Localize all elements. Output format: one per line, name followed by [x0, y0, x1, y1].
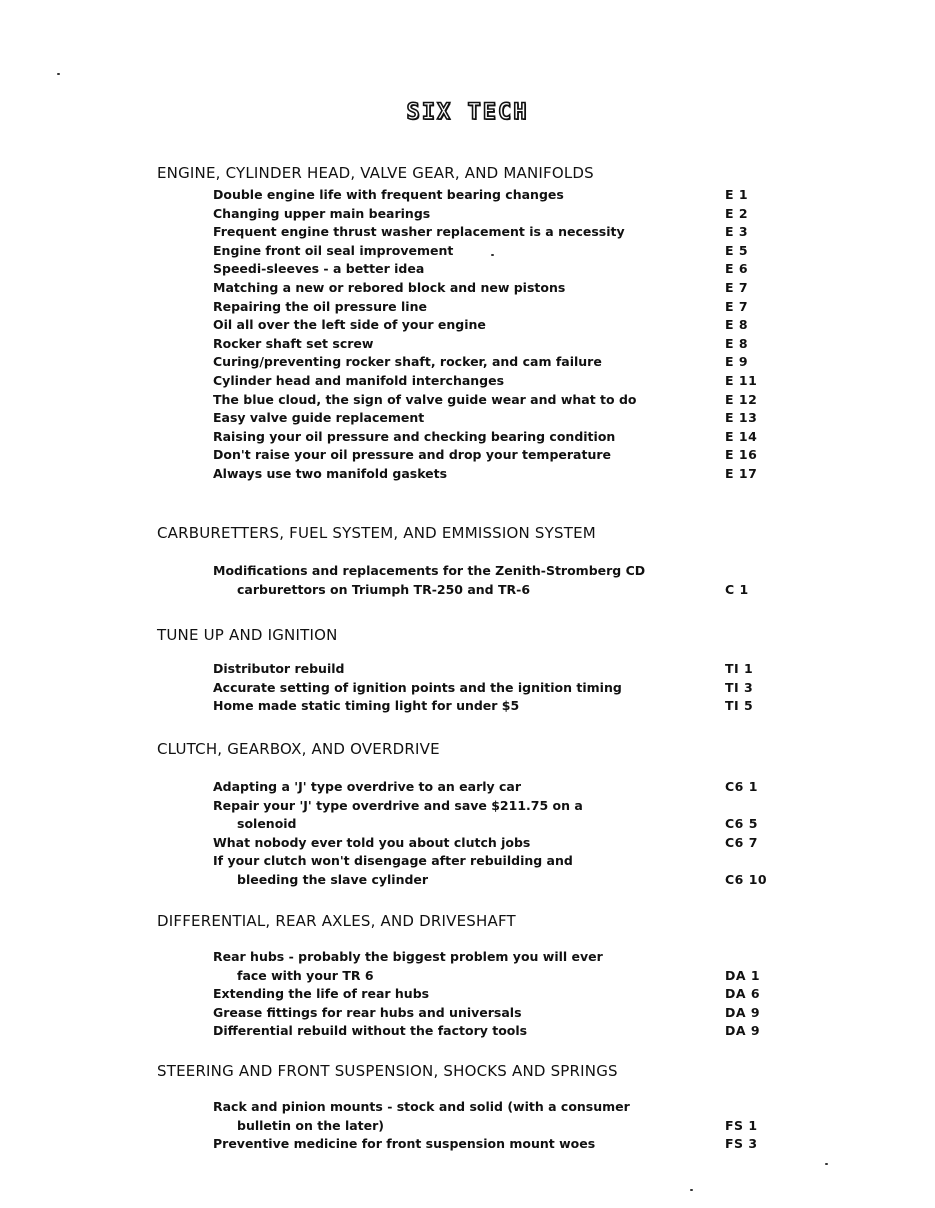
list-item-continued: bulletin on the later) FS 1 — [237, 1117, 758, 1133]
section-tune-up — [157, 626, 797, 716]
list-item: Repairing the oil pressure line E 7 — [213, 298, 749, 314]
section-engine — [157, 164, 797, 484]
list-item: Frequent engine thrust washer replacement is a necessity E 3 — [213, 224, 749, 240]
scan-speck — [491, 254, 494, 256]
list-item-continued: carburettors on Triumph TR-250 and TR-6 C 1 — [237, 581, 749, 597]
list-item: Repair your 'J' type overdrive and save $211.75 on a — [213, 797, 583, 813]
list-item: Accurate setting of ignition points and the ignition timing TI 3 — [213, 679, 754, 695]
list-item: What nobody ever told you about clutch jobs C6 7 — [213, 834, 758, 850]
list-item: Grease fittings for rear hubs and universals DA 9 — [213, 1004, 761, 1020]
list-item: Always use two manifold gaskets E 17 — [213, 465, 758, 481]
list-item: Adapting a 'J' type overdrive to an early car C6 1 — [213, 779, 758, 794]
list-item-continued: bleeding the slave cylinder C6 10 — [237, 871, 768, 887]
list-item: Engine front oil seal improvement E 5 — [213, 242, 749, 258]
scan-speck — [825, 1163, 828, 1165]
section-heading: CLUTCH, GEARBOX, AND OVERDRIVE — [157, 740, 440, 758]
list-item: Speedi-sleeves - a better idea E 6 — [213, 261, 749, 277]
list-item: Cylinder head and manifold interchanges E 11 — [213, 372, 758, 388]
list-item: Changing upper main bearings E 2 — [213, 205, 749, 221]
list-item: Rack and pinion mounts - stock and solid (with a consumer — [213, 1099, 630, 1114]
list-item: Modifications and replacements for the Zenith-Stromberg CD — [213, 563, 646, 578]
list-item: Don't raise your oil pressure and drop your temperature E 16 — [213, 447, 758, 463]
list-item: Easy valve guide replacement E 13 — [213, 410, 758, 426]
scan-speck — [690, 1189, 693, 1191]
list-item: Home made static timing light for under $5 TI 5 — [213, 698, 754, 714]
list-item: Rocker shaft set screw E 8 — [213, 335, 749, 351]
section-differential — [157, 912, 797, 1041]
list-item: Double engine life with frequent bearing changes E 1 — [213, 187, 749, 202]
list-item: Rear hubs - probably the biggest problem you will ever — [213, 949, 603, 964]
list-item: Matching a new or rebored block and new pistons E 7 — [213, 279, 749, 295]
section-heading: DIFFERENTIAL, REAR AXLES, AND DRIVESHAFT — [157, 912, 516, 930]
section-steering — [157, 1062, 797, 1154]
list-item: Raising your oil pressure and checking bearing condition E 14 — [213, 428, 758, 444]
section-heading: ENGINE, CYLINDER HEAD, VALVE GEAR, AND MANIFOLDS — [157, 164, 594, 182]
section-carburetters — [157, 524, 797, 599]
list-item-continued: face with your TR 6 DA 1 — [237, 967, 761, 983]
page-title: SIX TECH — [406, 100, 529, 125]
list-item: Distributor rebuild TI 1 — [213, 661, 754, 676]
list-item: Curing/preventing rocker shaft, rocker, and cam failure E 9 — [213, 354, 749, 370]
section-heading: CARBURETTERS, FUEL SYSTEM, AND EMMISSION SYSTEM — [157, 524, 596, 542]
section-clutch — [157, 740, 797, 890]
section-heading: TUNE UP AND IGNITION — [157, 626, 338, 644]
list-item: Differential rebuild without the factory tools DA 9 — [213, 1023, 761, 1039]
scan-speck — [57, 73, 60, 75]
list-item: Preventive medicine for front suspension mount woes FS 3 — [213, 1136, 758, 1152]
section-heading: STEERING AND FRONT SUSPENSION, SHOCKS AND SPRINGS — [157, 1062, 618, 1080]
list-item: Extending the life of rear hubs DA 6 — [213, 986, 761, 1002]
list-item-continued: solenoid C6 5 — [237, 816, 758, 832]
list-item: If your clutch won't disengage after rebuilding and — [213, 853, 573, 869]
list-item: Oil all over the left side of your engine E 8 — [213, 317, 749, 333]
list-item: The blue cloud, the sign of valve guide wear and what to do E 12 — [213, 391, 758, 407]
